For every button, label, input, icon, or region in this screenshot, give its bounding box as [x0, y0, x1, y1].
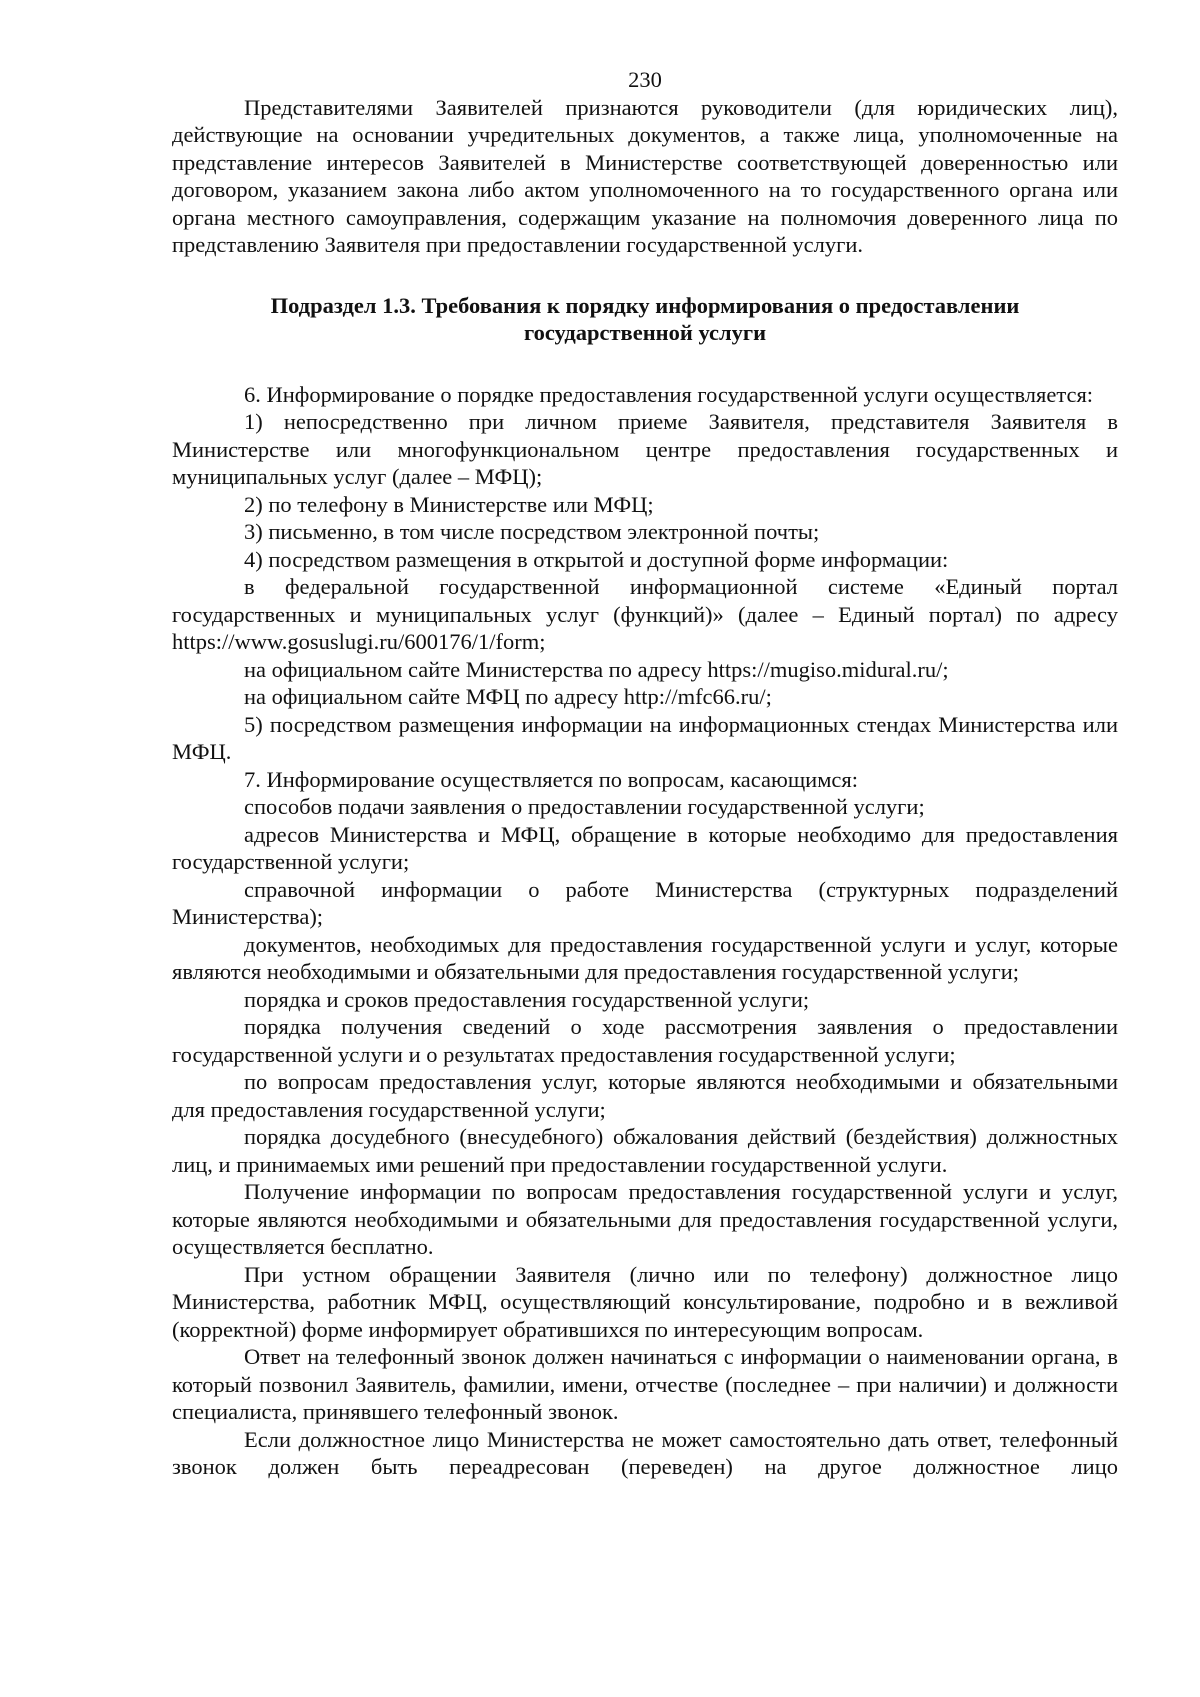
paragraph-item-6: 6. Информирование о порядке предоставления государственной услуги осуществляется:: [244, 381, 1094, 407]
page-number: 230: [628, 67, 662, 92]
paragraph-item-7: 7. Информирование осуществляется по вопросам, касающимся:: [244, 766, 859, 792]
paragraph-free-info: Получение информации по вопросам предоставления государственной услуги и услуг, которые являются необходимыми и обязательными для предоставления государственной услуги, осуществляется бесплатно.: [172, 1179, 1118, 1259]
paragraph-subitem-1: 1) непосредственно при личном приеме Заявителя, представителя Заявителя в Министерстве или многофункциональном центре предоставления государственных и муниципальных услуг (далее – МФЦ);: [172, 409, 1118, 489]
paragraph-phone-answer: Ответ на телефонный звонок должен начинаться с информации о наименовании органа, в который позвонил Заявитель, фамилии, имени, отчестве (последнее – при наличии) и должности специалиста, принявшего телефонный звонок.: [172, 1344, 1118, 1424]
section-heading-line-2: государственной услуги: [523, 320, 767, 345]
paragraph-subitem-4: 4) посредством размещения в открытой и доступной форме информации:: [244, 546, 949, 572]
document-page: [172, 66, 1118, 1481]
paragraph-topic-submission: способов подачи заявления о предоставлении государственной услуги;: [244, 794, 925, 819]
paragraph-ministry-site: на официальном сайте Министерства по адресу https://mugiso.midural.ru/;: [244, 656, 949, 682]
paragraph-mfc-site: на официальном сайте МФЦ по адресу http://mfc66.ru/;: [244, 684, 772, 709]
paragraph-portal: в федеральной государственной информационной системе «Единый портал государственных и муниципальных услуг (функций)» (далее – Единый портал) по адресу https://www.gosuslugi.ru/600176/1/form;: [172, 574, 1118, 654]
paragraph-topic-addresses: адресов Министерства и МФЦ, обращение в которые необходимо для предоставления государственной услуги;: [172, 821, 1118, 874]
intro-paragraph: Представителями Заявителей признаются руководители (для юридических лиц), действующие на основании учредительных документов, а также лица, уполномоченные на представление интересов Заявителей в Министерстве соответствующей доверенностью или договором, указанием закона либо актом уполномоченного на то государственного органа или органа местного самоуправления, содержащим указание на полномочия доверенного лица по представлению Заявителя при предоставлении государственной услуги.: [172, 94, 1118, 257]
paragraph-topic-reference: справочной информации о работе Министерства (структурных подразделений Министерства);: [172, 876, 1118, 929]
paragraph-topic-services: по вопросам предоставления услуг, которые являются необходимыми и обязательными для предоставления государственной услуги;: [172, 1069, 1118, 1122]
paragraph-topic-documents: документов, необходимых для предоставления государственной услуги и услуг, которые являются необходимыми и обязательными для предоставления государственной услуги;: [172, 931, 1118, 984]
paragraph-topic-progress: порядка получения сведений о ходе рассмотрения заявления о предоставлении государственной услуги и о результатах предоставления государственной услуги;: [172, 1014, 1118, 1067]
paragraph-redirect: Если должностное лицо Министерства не может самостоятельно дать ответ, телефонный звонок должен быть переадресован (переведен) на другое должностное лицо: [172, 1426, 1118, 1479]
paragraph-subitem-3: 3) письменно, в том числе посредством электронной почты;: [244, 519, 820, 544]
paragraph-subitem-2: 2) по телефону в Министерстве или МФЦ;: [244, 491, 654, 517]
paragraph-oral-request: При устном обращении Заявителя (лично или по телефону) должностное лицо Министерства, работник МФЦ, осуществляющий консультирование, подробно и в вежливой (корректной) форме информирует обратившихся по интересующим вопросам.: [172, 1261, 1118, 1342]
paragraph-topic-appeal: порядка досудебного (внесудебного) обжалования действий (бездействия) должностных лиц, и принимаемых ими решений при предоставлении государственной услуги.: [172, 1124, 1118, 1177]
paragraph-subitem-5: 5) посредством размещения информации на информационных стендах Министерства или МФЦ.: [172, 711, 1118, 764]
section-heading-line-1: Подраздел 1.3. Требования к порядку информирования о предоставлении: [270, 292, 1020, 318]
section-heading: [172, 292, 1118, 347]
paragraph-topic-terms: порядка и сроков предоставления государственной услуги;: [244, 986, 810, 1012]
